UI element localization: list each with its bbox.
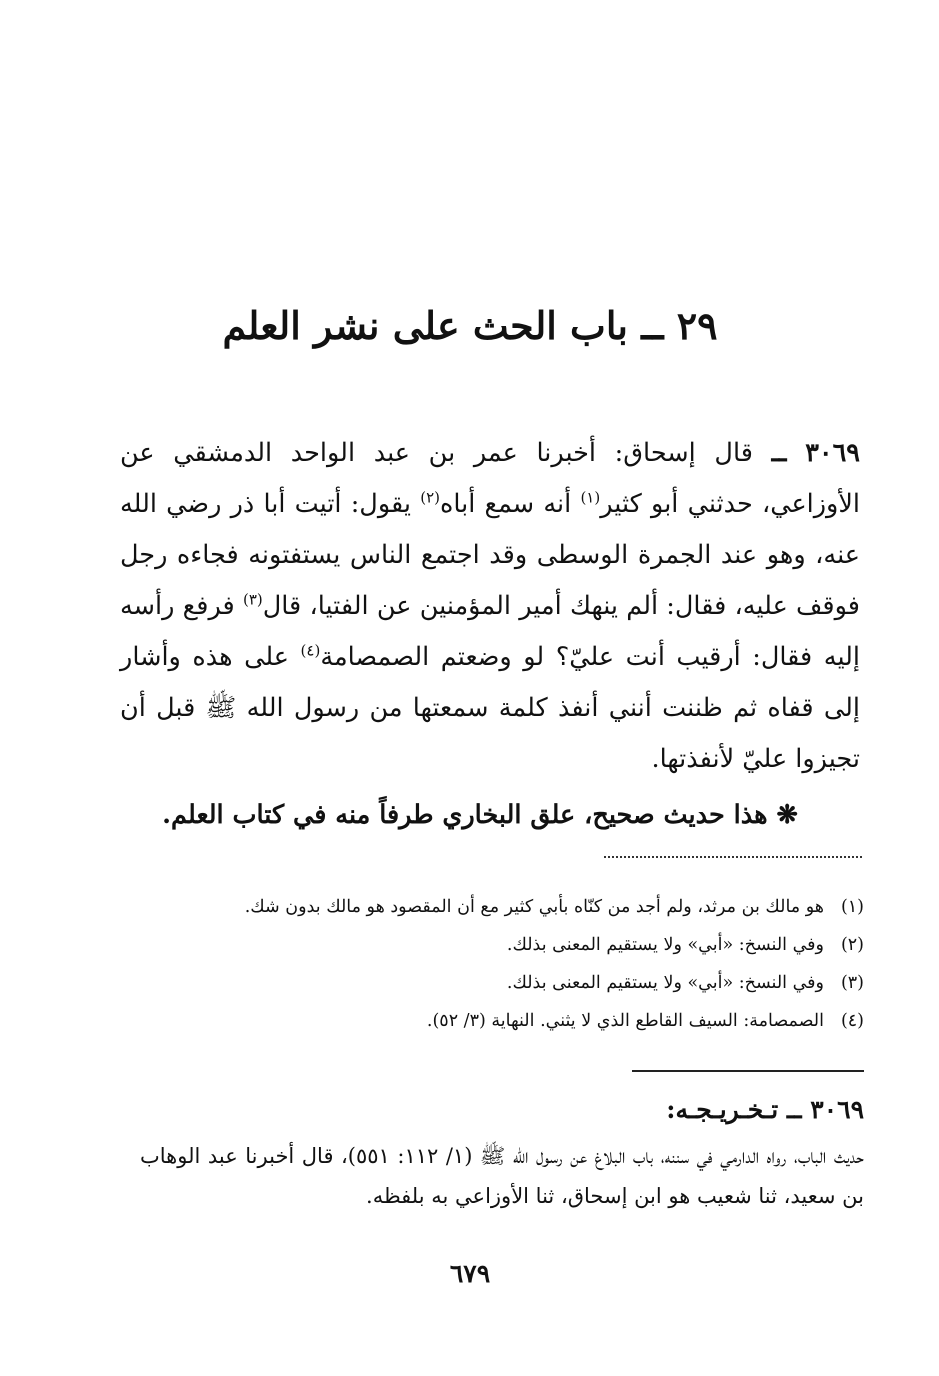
takhrij-text: حديث الباب، رواه الدارمي في سننه، باب البلاغ عن رسول الله ﷺ (١/ ١١٢: ٥٥١)، قال أخبرنا عبد الوهاب بن سعيد، ثنا شعيب هو ابن إسحاق، ثنا الأوزاعي به بلفظه.	[140, 1144, 864, 1208]
footnote-text: هو مالك بن مرثد، ولم أجد من كنّاه بأبي كثير مع أن المقصود هو مالك بدون شك.	[244, 897, 824, 917]
footnote-text: وفي النسخ: «أبي» ولا يستقيم المعنى بذلك.	[506, 973, 824, 993]
hadith-text-part: يقول: أتيت أبا ذر رضي الله عنه، وهو عند الجمرة الوسطى وقد اجتمع الناس يستفتونه فجاءه رجل فوقف عليه، فقال: ألم ينهك أمير المؤمنين عن الفتيا، قال	[120, 489, 860, 621]
footnote-item	[140, 888, 864, 926]
footnotes-list	[140, 888, 864, 1040]
footnote-number: (٢)	[840, 935, 864, 955]
footnote-ref-2[interactable]: (٢)	[420, 488, 440, 507]
footnote-separator	[604, 856, 862, 858]
footnote-text: وفي النسخ: «أبي» ولا يستقيم المعنى بذلك.	[506, 935, 824, 955]
footnote-ref-1[interactable]: (١)	[580, 488, 601, 507]
footnote-number: (٣)	[840, 973, 864, 993]
footnote-number: (٤)	[840, 1011, 864, 1031]
footnote-number: (١)	[840, 897, 864, 917]
hadith-dash: ــ	[771, 438, 787, 468]
hadith-verdict: ❋ هذا حديث صحيح، علق البخاري طرفاً منه في كتاب العلم.	[162, 800, 798, 830]
takhrij-separator	[632, 1070, 864, 1072]
hadith-text-part: على هذه وأشار إلى قفاه ثم ظننت أنني أنفذ كلمة سمعتها من رسول الله ﷺ قبل أن تجيزوا عليّ لأنفذتها.	[120, 642, 860, 774]
footnote-ref-4[interactable]: (٤)	[300, 641, 321, 660]
footnote-ref-3[interactable]: (٣)	[242, 590, 263, 609]
hadith-text-part: قال إسحاق: أخبرنا عمر بن عبد الواحد الدمشقي عن الأوزاعي، حدثني أبو كثير	[120, 438, 860, 519]
chapter-dash: ــ	[641, 303, 664, 348]
footnote-item	[140, 1002, 864, 1040]
hadith-text-part: أنه سمع أباه	[439, 489, 572, 519]
chapter-number: ٢٩	[676, 303, 718, 348]
hadith-number: ٣٠٦٩	[805, 438, 860, 468]
takhrij-heading: ٣٠٦٩ ــ تـخـريـجـه:	[666, 1095, 864, 1124]
chapter-title	[200, 296, 740, 356]
footnote-item	[140, 926, 864, 964]
chapter-title-text: باب الحث على نشر العلم	[222, 303, 628, 348]
hadith-text	[120, 428, 860, 785]
hadith-text-part: فرفع رأسه إليه فقال: أرقيب أنت عليّ؟ لو وضعتم الصمصامة	[120, 591, 860, 672]
footnote-item	[140, 964, 864, 1002]
page-number: ٦٧٩	[449, 1259, 491, 1288]
footnote-text: الصمصامة: السيف القاطع الذي لا يثني. النهاية (٣/ ٥٢).	[426, 1011, 824, 1031]
